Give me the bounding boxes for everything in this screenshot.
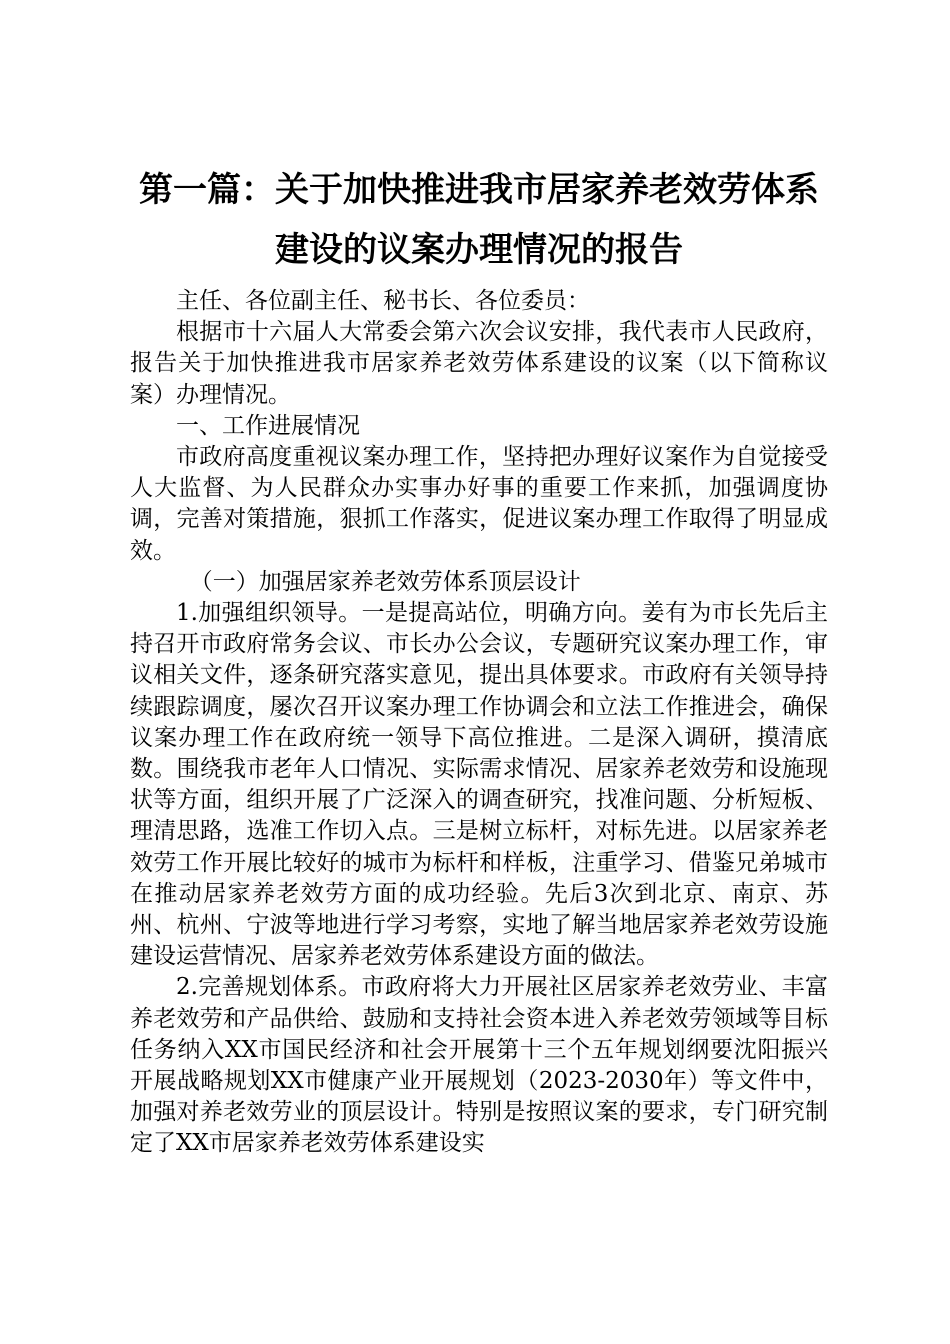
section-heading-1: 一、工作进展情况 (176, 412, 360, 439)
document-body (130, 286, 828, 1160)
document-page (130, 160, 828, 1160)
title-line-1: 第一篇：关于加快推进我市居家养老效劳体系 (139, 170, 819, 210)
subsection-heading-1: （一）加强居家养老效劳体系顶层设计 (189, 568, 581, 595)
title-line-2: 建设的议案办理情况的报告 (275, 230, 683, 270)
section1-paragraph: 市政府高度重视议案办理工作，坚持把办理好议案作为自觉接受人大监督、为人民群众办实事办好事的重要工作来抓，加强调度协调，完善对策措施，狠抓工作落实，促进议案办理工作取得了明显成效。 (130, 444, 828, 564)
item2-paragraph: 2.完善规划体系。市政府将大力开展社区居家养老效劳业、丰富养老效劳和产品供给、鼓励和支持社会资本进入养老效劳领域等目标任务纳入XX市国民经济和社会开展第十三个五年规划纲要沈阳振兴开展战略规划XX市健康产业开展规划（2023-2030年）等文件中，加强对养老效劳业的顶层设计。特别是按照议案的要求，专门研究制定了XX市居家养老效劳体系建设实 (130, 974, 828, 1157)
salutation: 主任、各位副主任、秘书长、各位委员： (176, 288, 590, 314)
item1-paragraph: 1.加强组织领导。一是提高站位，明确方向。姜有为市长先后主持召开市政府常务会议、市长办公会议，专题研究议案办理工作，审议相关文件，逐条研究落实意见，提出具体要求。市政府有关领导持续跟踪调度，屡次召开议案办理工作协调会和立法工作推进会，确保议案办理工作在政府统一领导下高位推进。二是深入调研，摸清底数。围绕我市老年人口情况、实际需求情况、居家养老效劳和设施现状等方面，组织开展了广泛深入的调查研究，找准问题、分析短板、理清思路，选准工作切入点。三是树立标杆，对标先进。以居家养老效劳工作开展比较好的城市为标杆和样板，注重学习、借鉴兄弟城市在推动居家养老效劳方面的成功经验。先后3次到北京、南京、苏州、杭州、宁波等地进行学习考察，实地了解当地居家养老效劳设施建设运营情况、居家养老效劳体系建设方面的做法。 (130, 600, 828, 970)
document-title (130, 160, 828, 280)
intro-paragraph: 根据市十六届人大常委会第六次会议安排，我代表市人民政府，报告关于加快推进我市居家养老效劳体系建设的议案（以下简称议案）办理情况。 (130, 319, 828, 408)
